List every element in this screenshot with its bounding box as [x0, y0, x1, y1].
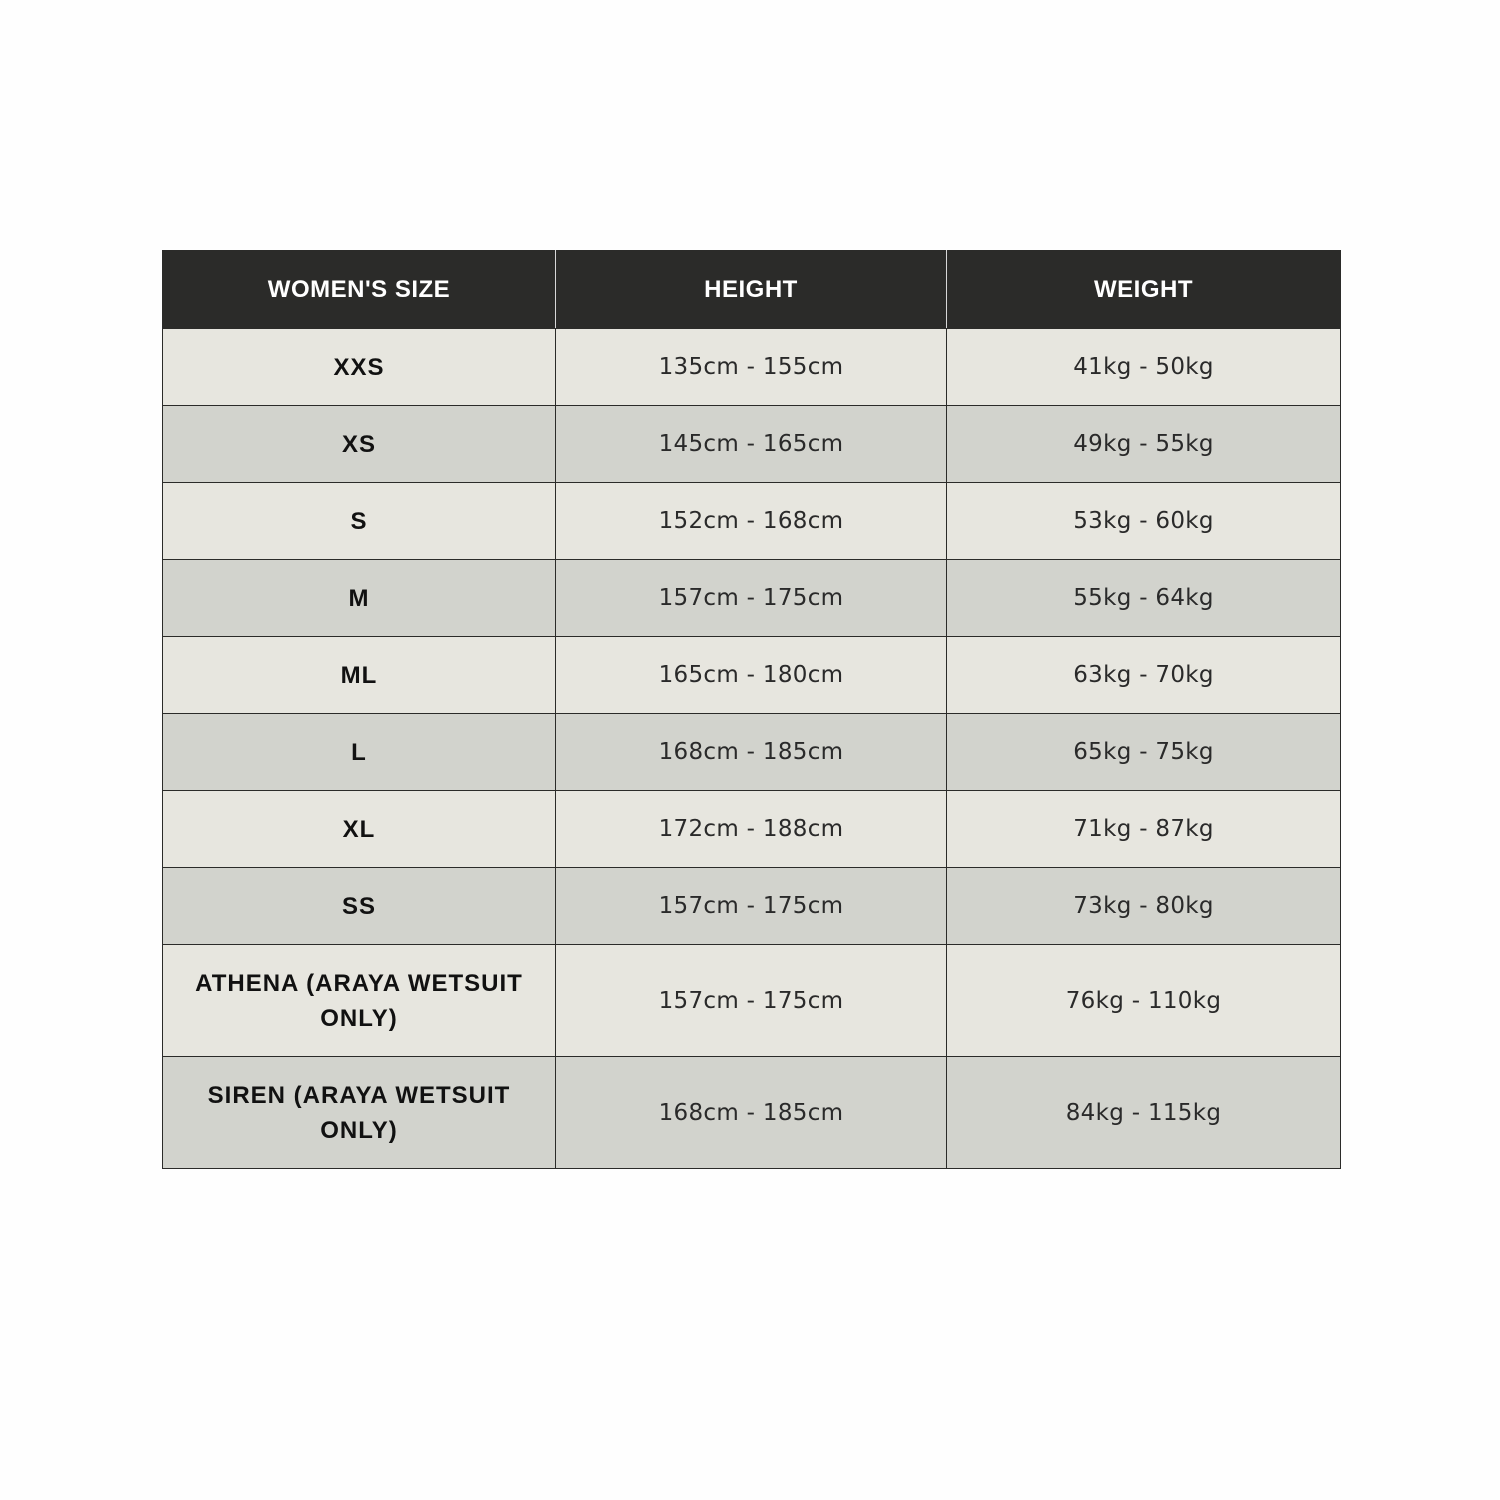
- weight-cell: 76kg - 110kg: [947, 945, 1341, 1057]
- size-chart-table: [162, 250, 1341, 1169]
- height-cell: 165cm - 180cm: [556, 637, 947, 714]
- weight-cell: 65kg - 75kg: [947, 714, 1341, 791]
- table-row: [163, 945, 1341, 1057]
- size-chart-header: [163, 251, 1341, 329]
- size-cell: XL: [163, 791, 556, 868]
- height-cell: 157cm - 175cm: [556, 945, 947, 1057]
- table-row: [163, 406, 1341, 483]
- height-cell: 168cm - 185cm: [556, 714, 947, 791]
- table-row: [163, 483, 1341, 560]
- weight-cell: 49kg - 55kg: [947, 406, 1341, 483]
- weight-cell: 55kg - 64kg: [947, 560, 1341, 637]
- size-cell: SIREN (ARAYA WETSUIT ONLY): [163, 1057, 556, 1169]
- weight-cell: 63kg - 70kg: [947, 637, 1341, 714]
- height-cell: 135cm - 155cm: [556, 329, 947, 406]
- header-weight: WEIGHT: [947, 251, 1341, 329]
- header-row: [163, 251, 1341, 329]
- size-cell: XXS: [163, 329, 556, 406]
- header-womens-size: WOMEN'S SIZE: [163, 251, 556, 329]
- table-row: [163, 637, 1341, 714]
- weight-cell: 84kg - 115kg: [947, 1057, 1341, 1169]
- height-cell: 157cm - 175cm: [556, 560, 947, 637]
- table-row: [163, 868, 1341, 945]
- weight-cell: 41kg - 50kg: [947, 329, 1341, 406]
- size-cell: S: [163, 483, 556, 560]
- size-chart-body: [163, 329, 1341, 1169]
- size-cell: SS: [163, 868, 556, 945]
- weight-cell: 73kg - 80kg: [947, 868, 1341, 945]
- table-row: [163, 560, 1341, 637]
- size-cell: L: [163, 714, 556, 791]
- weight-cell: 53kg - 60kg: [947, 483, 1341, 560]
- header-height: HEIGHT: [556, 251, 947, 329]
- height-cell: 152cm - 168cm: [556, 483, 947, 560]
- height-cell: 172cm - 188cm: [556, 791, 947, 868]
- size-cell: ATHENA (ARAYA WETSUIT ONLY): [163, 945, 556, 1057]
- size-cell: M: [163, 560, 556, 637]
- table-row: [163, 1057, 1341, 1169]
- height-cell: 168cm - 185cm: [556, 1057, 947, 1169]
- table-row: [163, 329, 1341, 406]
- size-cell: ML: [163, 637, 556, 714]
- table-row: [163, 791, 1341, 868]
- size-cell: XS: [163, 406, 556, 483]
- height-cell: 145cm - 165cm: [556, 406, 947, 483]
- table-row: [163, 714, 1341, 791]
- weight-cell: 71kg - 87kg: [947, 791, 1341, 868]
- height-cell: 157cm - 175cm: [556, 868, 947, 945]
